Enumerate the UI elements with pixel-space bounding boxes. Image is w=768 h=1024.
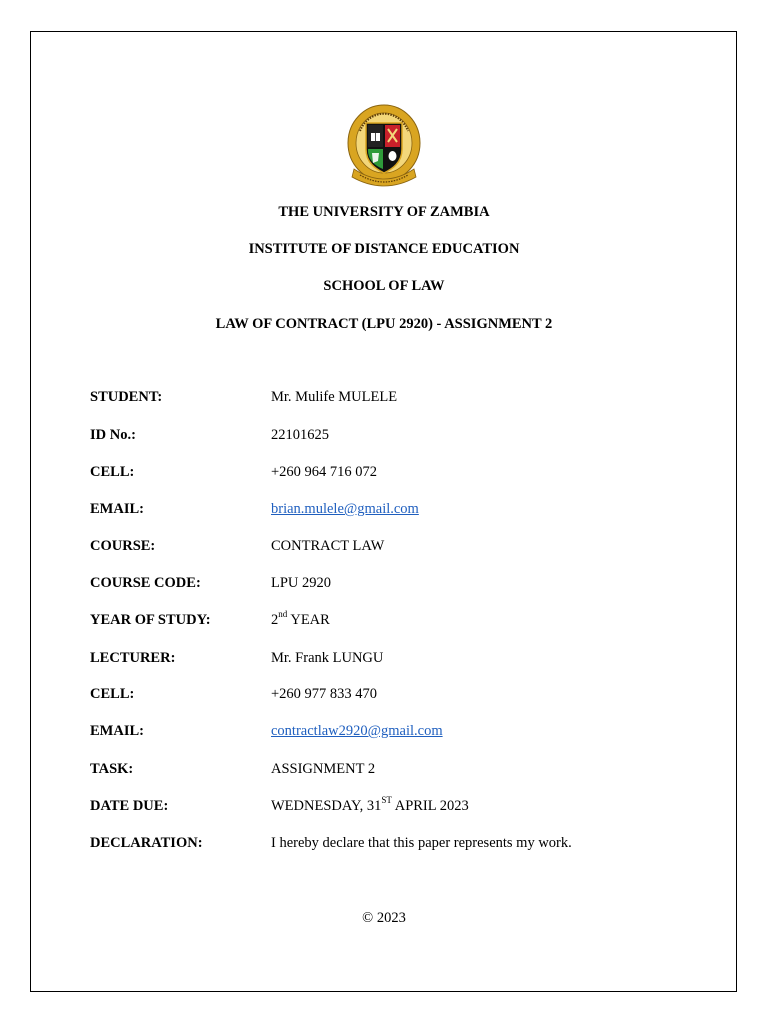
id-value: 22101625 xyxy=(271,427,329,443)
task-value: ASSIGNMENT 2 xyxy=(271,761,376,777)
date-due-value xyxy=(271,797,469,815)
lecturer-email-label: EMAIL: xyxy=(90,723,144,739)
date-due-label: DATE DUE: xyxy=(90,798,169,814)
university-heading: THE UNIVERSITY OF ZAMBIA xyxy=(278,204,490,220)
student-value: Mr. Mulife MULELE xyxy=(271,389,398,405)
lecturer-email-link[interactable]: contractlaw2920@gmail.com xyxy=(271,723,443,739)
due-date-month-year: APRIL 2023 xyxy=(394,798,469,814)
student-email-label: EMAIL: xyxy=(90,501,144,517)
assignment-heading: LAW OF CONTRACT (LPU 2920) - ASSIGNMENT 2 xyxy=(215,316,553,332)
lecturer-cell-value: +260 977 833 470 xyxy=(271,686,378,702)
lecturer-value: Mr. Frank LUNGU xyxy=(271,650,384,666)
copyright-footer: © 2023 xyxy=(362,910,406,926)
university-crest-logo xyxy=(346,103,422,187)
student-email-link[interactable]: brian.mulele@gmail.com xyxy=(271,501,419,517)
lecturer-cell-label: CELL: xyxy=(90,686,135,702)
declaration-value: I hereby declare that this paper represents my work. xyxy=(271,835,572,851)
school-heading: SCHOOL OF LAW xyxy=(323,278,445,294)
year-ordinal-suffix: nd xyxy=(278,609,288,620)
id-label: ID No.: xyxy=(90,427,136,443)
course-code-label: COURSE CODE: xyxy=(90,575,201,591)
course-label: COURSE: xyxy=(90,538,156,554)
institute-heading: INSTITUTE OF DISTANCE EDUCATION xyxy=(248,241,520,257)
student-cell-label: CELL: xyxy=(90,464,135,480)
year-word: YEAR xyxy=(290,612,330,628)
student-label: STUDENT: xyxy=(90,389,163,405)
student-cell-value: +260 964 716 072 xyxy=(271,464,378,480)
year-number: 2 xyxy=(271,612,279,628)
year-of-study-label: YEAR OF STUDY: xyxy=(90,612,211,628)
due-date-day: WEDNESDAY, 31 xyxy=(271,798,382,814)
task-label: TASK: xyxy=(90,761,134,777)
year-of-study-value xyxy=(271,611,330,629)
course-code-value: LPU 2920 xyxy=(271,575,332,591)
course-value: CONTRACT LAW xyxy=(271,538,385,554)
declaration-label: DECLARATION: xyxy=(90,835,203,851)
due-date-ordinal-suffix: ST xyxy=(381,795,392,806)
lecturer-label: LECTURER: xyxy=(90,650,176,666)
